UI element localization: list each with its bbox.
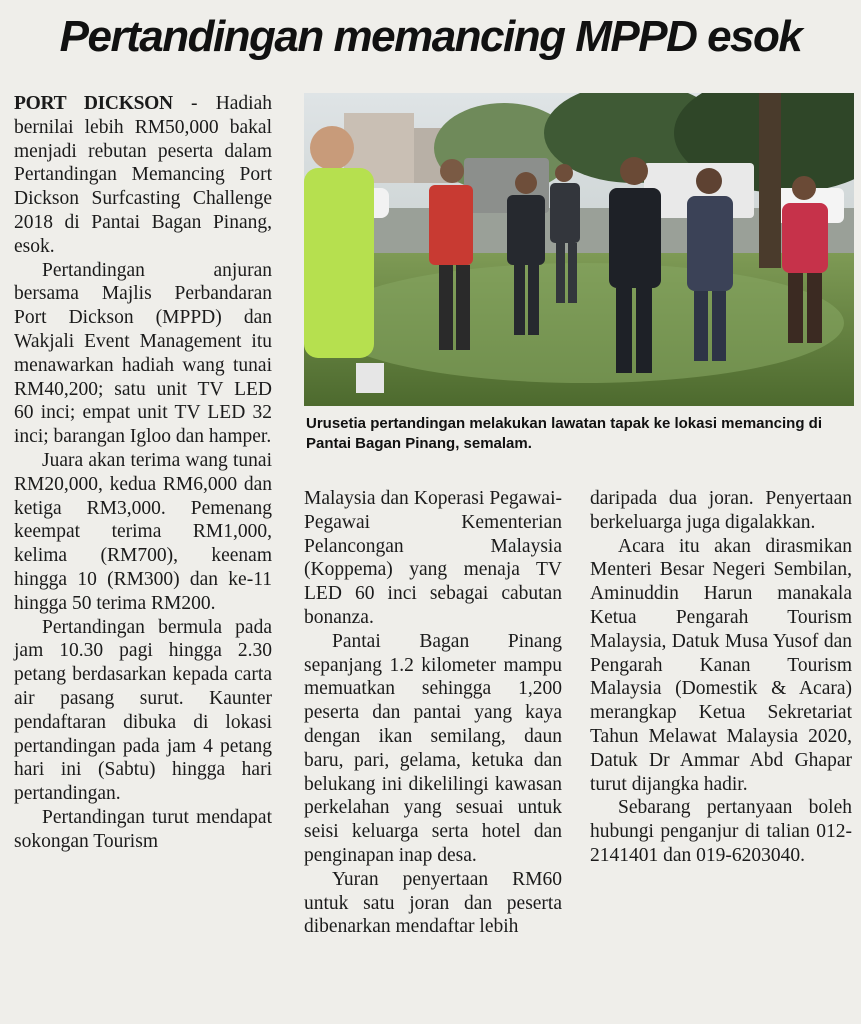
paragraph: Pertandingan turut mendapat sokongan Tourism — [14, 806, 272, 852]
headline: Pertandingan memancing MPPD esok — [59, 12, 802, 61]
article-column-2 — [304, 487, 562, 939]
paragraph: Acara itu akan dirasmikan Menteri Besar Negeri Sembilan, Aminuddin Harun manakala Ketua Pengarah Tourism Malaysia, Datuk Musa Yusof dan Pengarah Kanan Tourism Malaysia (Domestik & Acara) merangkap Ketua Sekretariat Tahun Melawat Malaysia 2020, Datuk Dr Ammar Abd Ghapar turut dijangka hadir. — [590, 535, 852, 795]
paragraph: Pertandingan bermula pada jam 10.30 pagi hingga 2.30 petang berdasarkan kepada carta air pasang surut. Kaunter pendaftaran dibuka di lokasi pertandingan pada jam 4 petang hari ini (Sabtu) hingga hari pertandingan. — [14, 616, 272, 805]
paragraph: Pantai Bagan Pinang sepanjang 1.2 kilometer mampu memuatkan sehingga 1,200 peserta dan pantai yang kaya dengan ikan semilang, daun baru, pari, gelama, ketuka dan belukang ini dikelilingi kawasan perkelahan yang sesuai untuk seisi keluarga serta hotel dan penginapan inap desa. — [304, 630, 562, 866]
news-photo — [304, 93, 854, 406]
paragraph: Yuran penyertaan RM60 untuk satu joran dan peserta dibenarkan mendaftar lebih — [304, 868, 562, 938]
photo-illustration — [304, 93, 854, 406]
paragraph: daripada dua joran. Penyertaan berkeluarga juga digalakkan. — [590, 488, 852, 533]
paragraph-text: - Hadiah bernilai lebih RM50,000 bakal menjadi rebutan peserta dalam Pertandingan Memancing Port Dickson Surfcasting Challenge 2018 di Pantai Bagan Pinang, esok. — [14, 93, 273, 257]
paragraph: Juara akan terima wang tunai RM20,000, kedua RM6,000 dan ketiga RM3,000. Pemenang keempat terima RM1,000, kelima (RM700), keenam hingga 10 (RM300) dan ke-11 hingga 50 terima RM200. — [14, 449, 272, 614]
article-column-1 — [14, 92, 272, 854]
paragraph: Malaysia dan Koperasi Pegawai-Pegawai Kementerian Pelancongan Malaysia (Koppema) yang menaja TV LED 60 inci sebagai cabutan bonanza. — [304, 488, 562, 628]
dateline: PORT DICKSON — [14, 93, 173, 114]
paragraph: Sebarang pertanyaan boleh hubungi penganjur di talian 012-2141401 dan 019-6203040. — [590, 797, 852, 866]
photo-caption: Urusetia pertandingan melakukan lawatan tapak ke lokasi memancing di Pantai Bagan Pinang, semalam. — [306, 415, 823, 452]
article-column-3 — [590, 487, 852, 868]
paragraph: Pertandingan anjuran bersama Majlis Perbandaran Port Dickson (MPPD) dan Wakjali Event Management itu menawarkan hadiah wang tunai RM40,200; satu unit TV LED 60 inci; empat unit TV LED 32 inci; barangan Igloo dan hamper. — [14, 259, 272, 448]
paragraph — [14, 92, 272, 259]
